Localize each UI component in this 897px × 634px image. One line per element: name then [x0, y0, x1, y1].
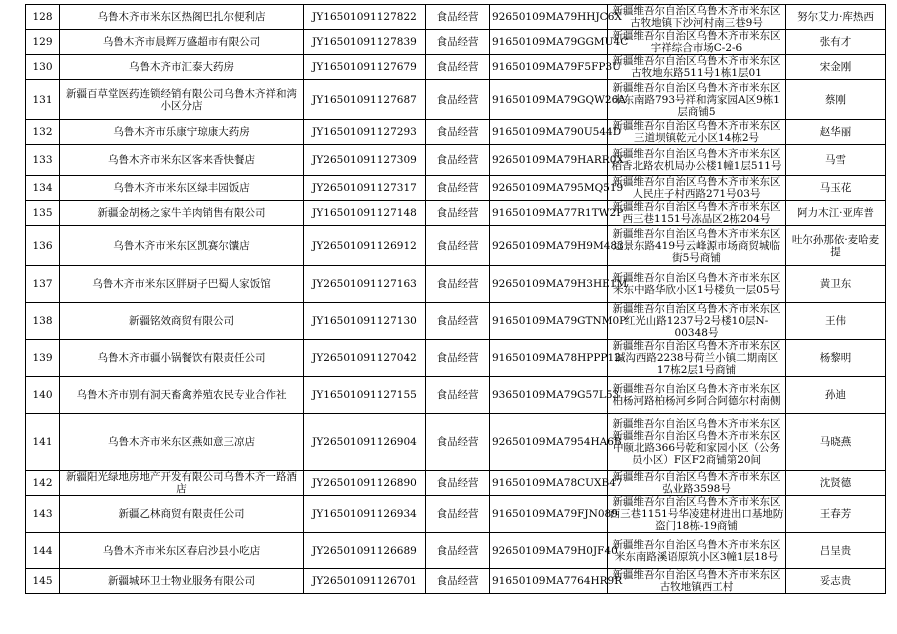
cell-business-name: 新疆阳光绿地房地产开发有限公司乌鲁木齐一路酒店: [60, 471, 304, 496]
cell-legal-person: 吐尔孙那依·麦哈麦提: [786, 226, 886, 266]
cell-credit-code: 91650109MA78HPPP12: [490, 340, 608, 377]
cell-legal-person: 王伟: [786, 303, 886, 340]
table-row: [26, 377, 886, 414]
cell-license-number: JY26501091127163: [304, 266, 426, 303]
cell-address: 新疆维吾尔自治区乌鲁木齐市米东区人民庄子村西路271号03号: [608, 176, 786, 201]
table-row: [26, 176, 886, 201]
cell-credit-code: 91650109MA79F5FP3U: [490, 55, 608, 80]
cell-address: 新疆维吾尔自治区乌鲁木齐市米东区西三巷1151号华凌建材进出口基地防盗门18栋-19商铺: [608, 496, 786, 533]
cell-license-number: JY16501091127679: [304, 55, 426, 80]
cell-license-number: JY26501091127317: [304, 176, 426, 201]
cell-credit-code: 91650109MA790U544D: [490, 120, 608, 145]
cell-address: 新疆维吾尔自治区乌鲁木齐市米东区古牧地镇下沙河村南三巷9号: [608, 5, 786, 30]
cell-category: 食品经营: [426, 340, 490, 377]
cell-legal-person: 孙迪: [786, 377, 886, 414]
cell-credit-code: 92650109MA7954HA6B: [490, 414, 608, 471]
cell-address: 新疆维吾尔自治区乌鲁木齐市米东区米东中路华欣小区1号楼负一层05号: [608, 266, 786, 303]
cell-business-name: 乌鲁木齐市米东区春启沙县小吃店: [60, 533, 304, 569]
cell-license-number: JY16501091126934: [304, 496, 426, 533]
cell-business-name: 新疆铭效商贸有限公司: [60, 303, 304, 340]
cell-category: 食品经营: [426, 55, 490, 80]
cell-license-number: JY26501091127042: [304, 340, 426, 377]
table-row: [26, 226, 886, 266]
cell-number: 129: [26, 30, 60, 55]
cell-license-number: JY26501091126890: [304, 471, 426, 496]
license-table: [25, 4, 886, 594]
cell-category: 食品经营: [426, 5, 490, 30]
cell-address: 新疆维吾尔自治区乌鲁木齐市米东区米东南路793号祥和湾家园A区9栋1层商铺5: [608, 80, 786, 120]
cell-credit-code: 91650109MA79GQW26A: [490, 80, 608, 120]
table-row: [26, 55, 886, 80]
cell-business-name: 新疆金胡杨之家牛羊肉销售有限公司: [60, 201, 304, 226]
cell-category: 食品经营: [426, 80, 490, 120]
table-row: [26, 266, 886, 303]
cell-address: 新疆维吾尔自治区乌鲁木齐市米东区稻香北路农机局办公楼1幢1层511号: [608, 145, 786, 176]
cell-address: 新疆维吾尔自治区乌鲁木齐市米东区古牧地镇西工村: [608, 569, 786, 594]
cell-license-number: JY16501091127148: [304, 201, 426, 226]
cell-license-number: JY16501091127687: [304, 80, 426, 120]
cell-license-number: JY16501091127130: [304, 303, 426, 340]
cell-legal-person: 吕呈贵: [786, 533, 886, 569]
cell-legal-person: 王春芳: [786, 496, 886, 533]
cell-credit-code: 91650109MA78CUXB47: [490, 471, 608, 496]
table-row: [26, 303, 886, 340]
cell-license-number: JY26501091126912: [304, 226, 426, 266]
cell-category: 食品经营: [426, 226, 490, 266]
cell-legal-person: 马雪: [786, 145, 886, 176]
cell-number: 141: [26, 414, 60, 471]
cell-number: 132: [26, 120, 60, 145]
cell-category: 食品经营: [426, 266, 490, 303]
cell-business-name: 乌鲁木齐市晨辉万盛超市有限公司: [60, 30, 304, 55]
cell-legal-person: 阿力木江·亚库普: [786, 201, 886, 226]
cell-category: 食品经营: [426, 377, 490, 414]
cell-credit-code: 91650109MA79FJN089: [490, 496, 608, 533]
cell-category: 食品经营: [426, 533, 490, 569]
cell-number: 139: [26, 340, 60, 377]
cell-category: 食品经营: [426, 471, 490, 496]
cell-credit-code: 93650109MA79G57L53: [490, 377, 608, 414]
cell-business-name: 乌鲁木齐市乐康宁琼康大药房: [60, 120, 304, 145]
cell-business-name: 乌鲁木齐市汇泰大药房: [60, 55, 304, 80]
cell-credit-code: 91650109MA77R1TW2P: [490, 201, 608, 226]
cell-license-number: JY16501091127293: [304, 120, 426, 145]
cell-address: 新疆维吾尔自治区乌鲁木齐市米东区米东南路溪语原筑小区3幢1层18号: [608, 533, 786, 569]
cell-address: 新疆维吾尔自治区乌鲁木齐市米东区柏杨河路柏杨河乡阿合阿德尔村南侧: [608, 377, 786, 414]
cell-address: 新疆维吾尔自治区乌鲁木齐市米东区红光山路1237号2号楼10层N-00348号: [608, 303, 786, 340]
cell-legal-person: 马玉花: [786, 176, 886, 201]
table-row: [26, 533, 886, 569]
cell-number: 138: [26, 303, 60, 340]
cell-credit-code: 91650109MA79GGMU4C: [490, 30, 608, 55]
cell-credit-code: 92650109MA795MQ519: [490, 176, 608, 201]
cell-address: 新疆维吾尔自治区乌鲁木齐市米东区西三巷1151号冻品区2栋204号: [608, 201, 786, 226]
table-row: [26, 120, 886, 145]
cell-credit-code: 91650109MA7764HR9R: [490, 569, 608, 594]
cell-business-name: 乌鲁木齐市米东区热阁巴扎尔便利店: [60, 5, 304, 30]
cell-address: 新疆维吾尔自治区乌鲁木齐市米东区宇祥综合市场C-2-6: [608, 30, 786, 55]
cell-business-name: 乌鲁木齐市米东区客来香快餐店: [60, 145, 304, 176]
cell-address: 新疆维吾尔自治区乌鲁木齐市米东区新疆维吾尔自治区乌鲁木齐市米东区中颐北路366号乾和家园小区（公务员小区）F区F2商铺第20间: [608, 414, 786, 471]
cell-credit-code: 92650109MA79HARR0X: [490, 145, 608, 176]
cell-address: 新疆维吾尔自治区乌鲁木齐市米东区远景东路419号云峰源市场商贸城临街5号商铺: [608, 226, 786, 266]
cell-credit-code: 92650109MA79H3HE1M: [490, 266, 608, 303]
cell-license-number: JY16501091127839: [304, 30, 426, 55]
table-row: [26, 30, 886, 55]
cell-business-name: 乌鲁木齐市别有洞天畜禽养殖农民专业合作社: [60, 377, 304, 414]
cell-category: 食品经营: [426, 145, 490, 176]
cell-number: 135: [26, 201, 60, 226]
cell-credit-code: 92650109MA79H0JF40: [490, 533, 608, 569]
cell-category: 食品经营: [426, 569, 490, 594]
cell-category: 食品经营: [426, 303, 490, 340]
cell-license-number: JY26501091126904: [304, 414, 426, 471]
cell-license-number: JY26501091127309: [304, 145, 426, 176]
table-row: [26, 569, 886, 594]
cell-business-name: 乌鲁木齐市米东区燕如意三凉店: [60, 414, 304, 471]
cell-credit-code: 92650109MA79HHJC6X: [490, 5, 608, 30]
cell-address: 新疆维吾尔自治区乌鲁木齐市米东区古牧地东路511号1栋1层01: [608, 55, 786, 80]
cell-legal-person: 赵华丽: [786, 120, 886, 145]
cell-legal-person: 张有才: [786, 30, 886, 55]
cell-category: 食品经营: [426, 201, 490, 226]
cell-number: 136: [26, 226, 60, 266]
cell-legal-person: 黄卫东: [786, 266, 886, 303]
cell-business-name: 乌鲁木齐市米东区绿丰园饭店: [60, 176, 304, 201]
cell-number: 130: [26, 55, 60, 80]
table-row: [26, 201, 886, 226]
cell-number: 143: [26, 496, 60, 533]
table-row: [26, 414, 886, 471]
cell-credit-code: 91650109MA79GTNM0P: [490, 303, 608, 340]
cell-number: 131: [26, 80, 60, 120]
cell-legal-person: 杨黎明: [786, 340, 886, 377]
cell-business-name: 新疆城环卫士物业服务有限公司: [60, 569, 304, 594]
cell-category: 食品经营: [426, 120, 490, 145]
table-row: [26, 145, 886, 176]
cell-number: 133: [26, 145, 60, 176]
table-row: [26, 5, 886, 30]
cell-number: 144: [26, 533, 60, 569]
cell-business-name: 新疆百草堂医药连锁经销有限公司乌鲁木齐祥和湾小区分店: [60, 80, 304, 120]
cell-legal-person: 宋金刚: [786, 55, 886, 80]
cell-address: 新疆维吾尔自治区乌鲁木齐市米东区碱沟西路2238号荷兰小镇二期南区17栋2层1号商铺: [608, 340, 786, 377]
cell-number: 128: [26, 5, 60, 30]
table-row: [26, 80, 886, 120]
cell-license-number: JY26501091126701: [304, 569, 426, 594]
cell-legal-person: 蔡刚: [786, 80, 886, 120]
cell-category: 食品经营: [426, 414, 490, 471]
cell-address: 新疆维吾尔自治区乌鲁木齐市米东区弘业路3598号: [608, 471, 786, 496]
cell-license-number: JY16501091127155: [304, 377, 426, 414]
cell-number: 137: [26, 266, 60, 303]
cell-legal-person: 妥志贵: [786, 569, 886, 594]
table-row: [26, 496, 886, 533]
cell-business-name: 乌鲁木齐市米东区凯赛尔馕店: [60, 226, 304, 266]
cell-legal-person: 沈贤德: [786, 471, 886, 496]
cell-business-name: 乌鲁木齐市疆小锅餐饮有限责任公司: [60, 340, 304, 377]
cell-legal-person: 马晓燕: [786, 414, 886, 471]
cell-number: 134: [26, 176, 60, 201]
cell-category: 食品经营: [426, 176, 490, 201]
cell-license-number: JY26501091126689: [304, 533, 426, 569]
cell-business-name: 新疆乙林商贸有限责任公司: [60, 496, 304, 533]
cell-number: 142: [26, 471, 60, 496]
cell-category: 食品经营: [426, 30, 490, 55]
table-row: [26, 471, 886, 496]
cell-address: 新疆维吾尔自治区乌鲁木齐市米东区三道坝镇乾元小区14栋2号: [608, 120, 786, 145]
cell-category: 食品经营: [426, 496, 490, 533]
table-row: [26, 340, 886, 377]
cell-legal-person: 努尔艾力·库热西: [786, 5, 886, 30]
cell-credit-code: 92650109MA79H9M483: [490, 226, 608, 266]
cell-business-name: 乌鲁木齐市米东区胖厨子巴蜀人家饭馆: [60, 266, 304, 303]
cell-number: 145: [26, 569, 60, 594]
cell-license-number: JY16501091127822: [304, 5, 426, 30]
cell-number: 140: [26, 377, 60, 414]
table-body: [26, 5, 886, 594]
